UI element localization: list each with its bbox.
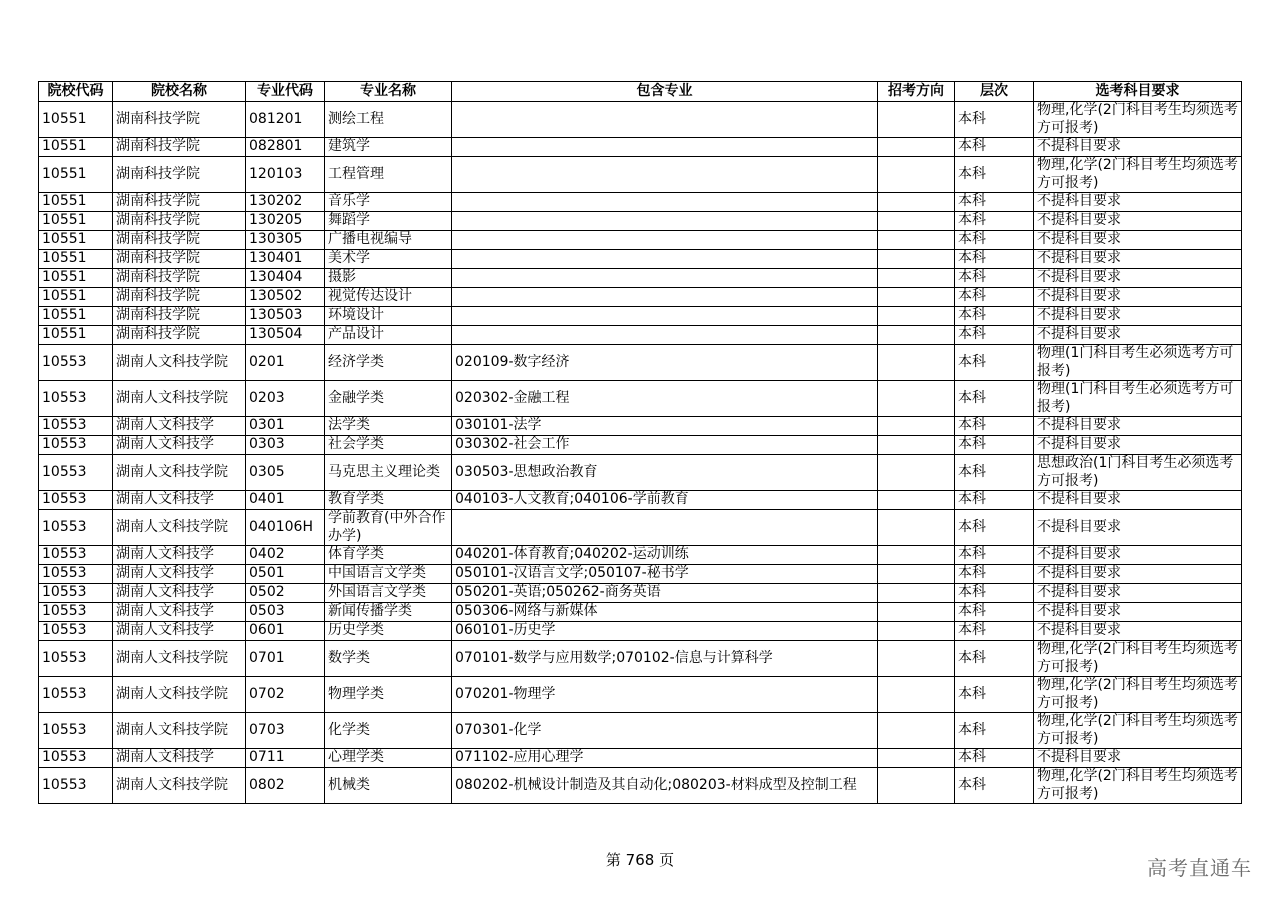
table-cell: 湖南人文科技学 [113, 417, 246, 436]
table-cell [878, 250, 955, 269]
table-cell: 物理学类 [325, 677, 452, 713]
table-cell: 120103 [246, 157, 325, 193]
table-cell: 测绘工程 [325, 102, 452, 138]
table-cell: 050101-汉语言文学;050107-秘书学 [452, 565, 878, 584]
table-cell: 本科 [955, 603, 1034, 622]
table-cell: 本科 [955, 326, 1034, 345]
table-cell: 湖南科技学院 [113, 212, 246, 231]
table-cell: 030101-法学 [452, 417, 878, 436]
table-header-row [39, 82, 1242, 102]
table-row [39, 768, 1242, 804]
table-cell: 湖南科技学院 [113, 307, 246, 326]
table-cell [452, 212, 878, 231]
table-cell [878, 138, 955, 157]
table-cell: 工程管理 [325, 157, 452, 193]
table-cell: 湖南科技学院 [113, 250, 246, 269]
table-row [39, 622, 1242, 641]
table-cell: 10551 [39, 269, 113, 288]
table-cell: 071102-应用心理学 [452, 749, 878, 768]
table-cell: 不提科目要求 [1034, 584, 1242, 603]
table-cell: 不提科目要求 [1034, 546, 1242, 565]
table-cell: 本科 [955, 212, 1034, 231]
table-cell [878, 677, 955, 713]
table-cell: 摄影 [325, 269, 452, 288]
table-cell: 数学类 [325, 641, 452, 677]
table-row [39, 436, 1242, 455]
table-cell [452, 193, 878, 212]
table-cell: 不提科目要求 [1034, 417, 1242, 436]
table-row [39, 193, 1242, 212]
table-cell: 10551 [39, 138, 113, 157]
table-cell: 本科 [955, 546, 1034, 565]
table-cell [452, 102, 878, 138]
table-row [39, 641, 1242, 677]
table-cell: 0301 [246, 417, 325, 436]
column-header: 包含专业 [452, 82, 878, 102]
table-cell: 10551 [39, 250, 113, 269]
table-cell: 020302-金融工程 [452, 381, 878, 417]
table-cell: 湖南人文科技学院 [113, 768, 246, 804]
table-cell: 130502 [246, 288, 325, 307]
column-header: 专业名称 [325, 82, 452, 102]
table-cell: 体育学类 [325, 546, 452, 565]
table-cell [878, 288, 955, 307]
table-cell: 思想政治(1门科目考生必须选考方可报考) [1034, 455, 1242, 491]
table-cell: 10553 [39, 749, 113, 768]
table-cell: 10553 [39, 768, 113, 804]
table-cell: 0711 [246, 749, 325, 768]
table-row [39, 381, 1242, 417]
table-cell: 030302-社会工作 [452, 436, 878, 455]
table-cell: 本科 [955, 749, 1034, 768]
table-cell: 不提科目要求 [1034, 307, 1242, 326]
table-cell: 10553 [39, 381, 113, 417]
table-cell: 本科 [955, 157, 1034, 193]
table-cell: 10553 [39, 584, 113, 603]
table-cell: 本科 [955, 193, 1034, 212]
table-cell: 湖南人文科技学院 [113, 510, 246, 546]
column-header: 选考科目要求 [1034, 82, 1242, 102]
table-cell [452, 288, 878, 307]
table-cell: 130401 [246, 250, 325, 269]
table-cell: 130305 [246, 231, 325, 250]
table-cell: 050306-网络与新媒体 [452, 603, 878, 622]
table-cell [878, 510, 955, 546]
table-cell: 湖南科技学院 [113, 157, 246, 193]
table-cell: 湖南人文科技学 [113, 622, 246, 641]
table-cell: 本科 [955, 510, 1034, 546]
table-cell: 0503 [246, 603, 325, 622]
table-cell: 历史学类 [325, 622, 452, 641]
table-cell: 0802 [246, 768, 325, 804]
table-cell: 10551 [39, 157, 113, 193]
table-cell: 030503-思想政治教育 [452, 455, 878, 491]
table-cell: 040103-人文教育;040106-学前教育 [452, 491, 878, 510]
table-cell: 美术学 [325, 250, 452, 269]
table-cell: 湖南人文科技学 [113, 546, 246, 565]
table-cell: 0703 [246, 713, 325, 749]
table-row [39, 546, 1242, 565]
table-cell: 法学类 [325, 417, 452, 436]
table-cell: 不提科目要求 [1034, 212, 1242, 231]
table-cell [452, 326, 878, 345]
table-cell [878, 603, 955, 622]
table-cell: 湖南人文科技学 [113, 565, 246, 584]
table-cell [878, 768, 955, 804]
table-cell: 不提科目要求 [1034, 436, 1242, 455]
table-cell [878, 212, 955, 231]
table-cell: 物理(1门科目考生必须选考方可报考) [1034, 381, 1242, 417]
column-header: 招考方向 [878, 82, 955, 102]
table-cell: 080202-机械设计制造及其自动化;080203-材料成型及控制工程 [452, 768, 878, 804]
table-cell: 视觉传达设计 [325, 288, 452, 307]
table-cell: 舞蹈学 [325, 212, 452, 231]
table-cell [878, 584, 955, 603]
table-cell: 本科 [955, 345, 1034, 381]
table-cell: 本科 [955, 491, 1034, 510]
table-row [39, 102, 1242, 138]
table-cell [878, 713, 955, 749]
table-row [39, 713, 1242, 749]
table-cell: 湖南人文科技学 [113, 603, 246, 622]
table-cell: 湖南人文科技学 [113, 749, 246, 768]
table-cell: 10551 [39, 326, 113, 345]
table-cell: 0702 [246, 677, 325, 713]
column-header: 院校代码 [39, 82, 113, 102]
table-cell: 外国语言文学类 [325, 584, 452, 603]
table-cell: 湖南人文科技学 [113, 436, 246, 455]
table-cell: 本科 [955, 307, 1034, 326]
table-cell: 10551 [39, 102, 113, 138]
table-cell: 湖南人文科技学院 [113, 677, 246, 713]
table-cell: 湖南人文科技学院 [113, 455, 246, 491]
table-cell: 10553 [39, 436, 113, 455]
table-cell: 不提科目要求 [1034, 250, 1242, 269]
table-cell: 不提科目要求 [1034, 138, 1242, 157]
table-cell: 081201 [246, 102, 325, 138]
table-cell: 本科 [955, 641, 1034, 677]
table-cell [878, 455, 955, 491]
table-cell: 10553 [39, 677, 113, 713]
table-cell: 10553 [39, 641, 113, 677]
table-row [39, 288, 1242, 307]
table-row [39, 677, 1242, 713]
table-cell: 本科 [955, 713, 1034, 749]
table-cell: 不提科目要求 [1034, 749, 1242, 768]
table-cell: 本科 [955, 622, 1034, 641]
table-cell [878, 269, 955, 288]
table-cell: 060101-历史学 [452, 622, 878, 641]
table-cell [452, 231, 878, 250]
table-cell: 10553 [39, 491, 113, 510]
table-row [39, 307, 1242, 326]
table-row [39, 491, 1242, 510]
table-cell: 湖南人文科技学院 [113, 381, 246, 417]
table-cell [878, 326, 955, 345]
table-cell [878, 102, 955, 138]
table-cell: 学前教育(中外合作办学) [325, 510, 452, 546]
table-row [39, 510, 1242, 546]
table-cell: 0502 [246, 584, 325, 603]
table-cell: 0501 [246, 565, 325, 584]
table-cell: 不提科目要求 [1034, 510, 1242, 546]
table-cell: 物理,化学(2门科目考生均须选考方可报考) [1034, 102, 1242, 138]
table-cell: 不提科目要求 [1034, 565, 1242, 584]
table-cell: 10553 [39, 417, 113, 436]
table-row [39, 250, 1242, 269]
table-body [39, 102, 1242, 804]
table-cell: 040201-体育教育;040202-运动训练 [452, 546, 878, 565]
table-cell [878, 491, 955, 510]
table-cell: 10553 [39, 510, 113, 546]
table-cell [878, 565, 955, 584]
table-cell [878, 417, 955, 436]
table-row [39, 749, 1242, 768]
table-cell [878, 231, 955, 250]
table-cell [878, 546, 955, 565]
table-cell: 社会学类 [325, 436, 452, 455]
table-cell: 10551 [39, 193, 113, 212]
table-row [39, 455, 1242, 491]
table-cell: 10553 [39, 345, 113, 381]
table-cell [452, 269, 878, 288]
table-cell: 湖南科技学院 [113, 288, 246, 307]
table-cell: 物理,化学(2门科目考生均须选考方可报考) [1034, 768, 1242, 804]
table-cell: 130503 [246, 307, 325, 326]
table-cell [878, 193, 955, 212]
table-cell: 0305 [246, 455, 325, 491]
table-row [39, 603, 1242, 622]
table-cell: 本科 [955, 250, 1034, 269]
table-cell: 湖南科技学院 [113, 326, 246, 345]
table-cell: 中国语言文学类 [325, 565, 452, 584]
table-cell [452, 138, 878, 157]
table-cell: 湖南科技学院 [113, 138, 246, 157]
table-cell: 10553 [39, 546, 113, 565]
table-cell: 物理,化学(2门科目考生均须选考方可报考) [1034, 713, 1242, 749]
table-row [39, 212, 1242, 231]
table-cell: 本科 [955, 455, 1034, 491]
table-cell: 建筑学 [325, 138, 452, 157]
table-cell: 0601 [246, 622, 325, 641]
table-cell: 0303 [246, 436, 325, 455]
table-cell: 本科 [955, 768, 1034, 804]
table-cell: 不提科目要求 [1034, 193, 1242, 212]
table-cell [878, 381, 955, 417]
table-row [39, 138, 1242, 157]
table-cell: 082801 [246, 138, 325, 157]
table-cell: 不提科目要求 [1034, 622, 1242, 641]
table-cell: 湖南科技学院 [113, 231, 246, 250]
table-cell: 10553 [39, 455, 113, 491]
table-cell: 本科 [955, 138, 1034, 157]
table-cell: 不提科目要求 [1034, 326, 1242, 345]
table-cell [878, 749, 955, 768]
table-cell [878, 345, 955, 381]
table-cell: 经济学类 [325, 345, 452, 381]
table-cell: 物理,化学(2门科目考生均须选考方可报考) [1034, 641, 1242, 677]
table-cell: 湖南科技学院 [113, 269, 246, 288]
table-cell: 湖南人文科技学院 [113, 345, 246, 381]
table-cell: 湖南人文科技学院 [113, 641, 246, 677]
table-cell: 10551 [39, 307, 113, 326]
table-cell: 不提科目要求 [1034, 269, 1242, 288]
table-cell: 本科 [955, 288, 1034, 307]
table-cell: 新闻传播学类 [325, 603, 452, 622]
table-row [39, 584, 1242, 603]
table-cell: 本科 [955, 102, 1034, 138]
table-cell [878, 641, 955, 677]
table-cell: 心理学类 [325, 749, 452, 768]
table-cell: 湖南人文科技学 [113, 584, 246, 603]
table-cell: 马克思主义理论类 [325, 455, 452, 491]
column-header: 院校名称 [113, 82, 246, 102]
table-cell [452, 157, 878, 193]
table-cell: 本科 [955, 436, 1034, 455]
table-cell: 产品设计 [325, 326, 452, 345]
table-row [39, 157, 1242, 193]
table-row [39, 565, 1242, 584]
table-cell: 物理,化学(2门科目考生均须选考方可报考) [1034, 157, 1242, 193]
table-cell: 130404 [246, 269, 325, 288]
table-cell: 不提科目要求 [1034, 491, 1242, 510]
table-cell: 0701 [246, 641, 325, 677]
table-cell: 本科 [955, 417, 1034, 436]
table-cell [878, 307, 955, 326]
table-cell: 不提科目要求 [1034, 288, 1242, 307]
table-cell: 0201 [246, 345, 325, 381]
table-cell: 020109-数字经济 [452, 345, 878, 381]
table-cell: 040106H [246, 510, 325, 546]
table-cell: 物理,化学(2门科目考生均须选考方可报考) [1034, 677, 1242, 713]
table-cell: 10553 [39, 713, 113, 749]
table-cell: 10551 [39, 231, 113, 250]
table-cell: 10553 [39, 622, 113, 641]
table-cell: 130202 [246, 193, 325, 212]
table-row [39, 231, 1242, 250]
table-cell: 本科 [955, 231, 1034, 250]
table-cell: 湖南人文科技学院 [113, 713, 246, 749]
table-cell: 湖南科技学院 [113, 102, 246, 138]
table-cell: 070201-物理学 [452, 677, 878, 713]
table-cell [452, 510, 878, 546]
table-cell: 不提科目要求 [1034, 603, 1242, 622]
table-cell: 130504 [246, 326, 325, 345]
table-cell: 本科 [955, 269, 1034, 288]
table-cell: 070301-化学 [452, 713, 878, 749]
table-cell: 10553 [39, 565, 113, 584]
table-cell: 0401 [246, 491, 325, 510]
table-row [39, 326, 1242, 345]
table-cell: 0402 [246, 546, 325, 565]
table-cell: 0203 [246, 381, 325, 417]
table-row [39, 417, 1242, 436]
table-cell: 广播电视编导 [325, 231, 452, 250]
table-cell: 教育学类 [325, 491, 452, 510]
table-row [39, 269, 1242, 288]
table-cell: 本科 [955, 584, 1034, 603]
table-cell: 物理(1门科目考生必须选考方可报考) [1034, 345, 1242, 381]
admission-table [38, 81, 1242, 804]
watermark: 高考直通车 [1147, 856, 1252, 880]
table-cell: 10553 [39, 603, 113, 622]
table-cell: 130205 [246, 212, 325, 231]
table-cell: 本科 [955, 677, 1034, 713]
table-cell: 金融学类 [325, 381, 452, 417]
table-cell [452, 250, 878, 269]
table-cell: 10551 [39, 212, 113, 231]
column-header: 层次 [955, 82, 1034, 102]
table-cell: 本科 [955, 381, 1034, 417]
table-cell: 音乐学 [325, 193, 452, 212]
table-cell: 化学类 [325, 713, 452, 749]
table-cell [878, 436, 955, 455]
table-cell [878, 622, 955, 641]
table-cell: 湖南人文科技学 [113, 491, 246, 510]
table-cell [452, 307, 878, 326]
table-cell: 机械类 [325, 768, 452, 804]
table-cell: 050201-英语;050262-商务英语 [452, 584, 878, 603]
table-cell [878, 157, 955, 193]
table-cell: 10551 [39, 288, 113, 307]
table-cell: 本科 [955, 565, 1034, 584]
table-cell: 070101-数学与应用数学;070102-信息与计算科学 [452, 641, 878, 677]
column-header: 专业代码 [246, 82, 325, 102]
table-cell: 环境设计 [325, 307, 452, 326]
page-number: 第 768 页 [605, 851, 675, 869]
table-row [39, 345, 1242, 381]
table-cell: 不提科目要求 [1034, 231, 1242, 250]
table-cell: 湖南科技学院 [113, 193, 246, 212]
